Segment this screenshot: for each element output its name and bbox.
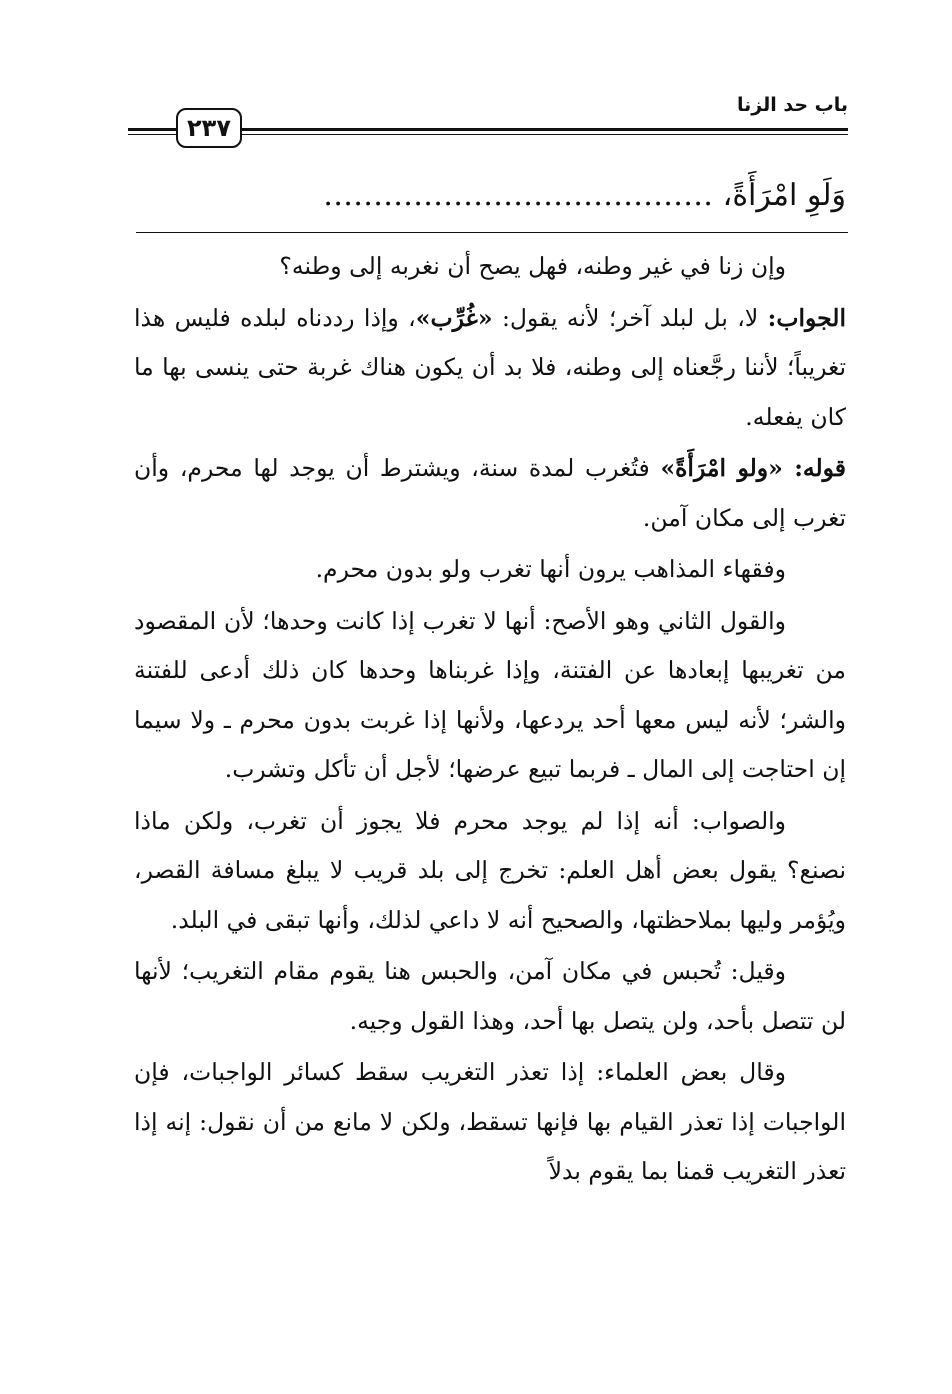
paragraph — [134, 294, 846, 443]
paragraph: وقيل: تُحبس في مكان آمن، والحبس هنا يقوم مقام التغريب؛ لأنها لن تتصل بأحد، ولن يتصل بها أحد، وهذا القول وجيه. — [134, 957, 846, 1035]
paragraph: والصواب: أنه إذا لم يوجد محرم فلا يجوز أن تغرب، ولكن ماذا نصنع؟ يقول بعض أهل العلم: تخرج إلى بلد قريب لا يبلغ مسافة القصر، ويُؤمر وليها بملاحظتها، والصحيح أنه لا داعي لذلك، وأنها تبقى في البلد. — [134, 806, 846, 934]
paragraph: والقول الثاني وهو الأصح: أنها لا تغرب إذا كانت وحدها؛ لأن المقصود من تغريبها إبعادها عن الفتنة، وإذا غربناها وحدها كان ذلك أدعى للفتنة والشر؛ لأنه ليس معها أحد يردعها، ولأنها إذا غربت بدون محرم ـ ولا سيما إن احتاجت إلى المال ـ فربما تبيع عرضها؛ لأجل أن تأكل وتشرب. — [134, 606, 846, 783]
paragraph-text: ، وإذا رددناه لبلده فليس هذا تغريباً؛ لأننا رجَّعناه إلى وطنه، فلا بد أن يكون هناك غربة حتى ينسى بها ما كان يفعله. — [134, 303, 846, 431]
commentary-body — [134, 242, 846, 1199]
paragraph-text: فتُغرب لمدة سنة، ويشترط أن يوجد لها محرم، وأن تغرب إلى مكان آمن. — [134, 454, 846, 532]
qawluhu-label: قوله: — [794, 454, 846, 482]
page-header — [128, 92, 848, 154]
paragraph — [134, 444, 846, 543]
paragraph: وقال بعض العلماء: إذا تعذر التغريب سقط كسائر الواجبات، فإن الواجبات إذا تعذر القيام بها فإنها تسقط، ولكن لا مانع من أن نقول: إنه إذا تعذر التغريب قمنا بما يقوم بدلاً — [134, 1058, 846, 1185]
separator-line — [136, 232, 848, 233]
paragraph: وإن زنا في غير وطنه، فهل يصح أن نغربه إلى وطنه؟ — [279, 252, 786, 280]
paragraph: وفقهاء المذاهب يرون أنها تغرب ولو بدون محرم. — [315, 555, 786, 583]
matn-line — [130, 166, 846, 226]
paragraph-text: لا، بل لبلد آخر؛ لأنه يقول: — [492, 303, 768, 332]
page-number: ٢٣٧ — [176, 108, 242, 148]
answer-label: الجواب: — [767, 303, 846, 332]
matn-text: وَلَوِ امْرَأَةً، — [722, 178, 846, 213]
chapter-title: باب حد الزنا — [731, 94, 848, 116]
matn-quote: «ولو امْرَأَةً» — [660, 454, 795, 482]
matn-dots: ………………………………… — [323, 178, 714, 213]
hadith-quote: «غُرِّب» — [415, 303, 493, 332]
